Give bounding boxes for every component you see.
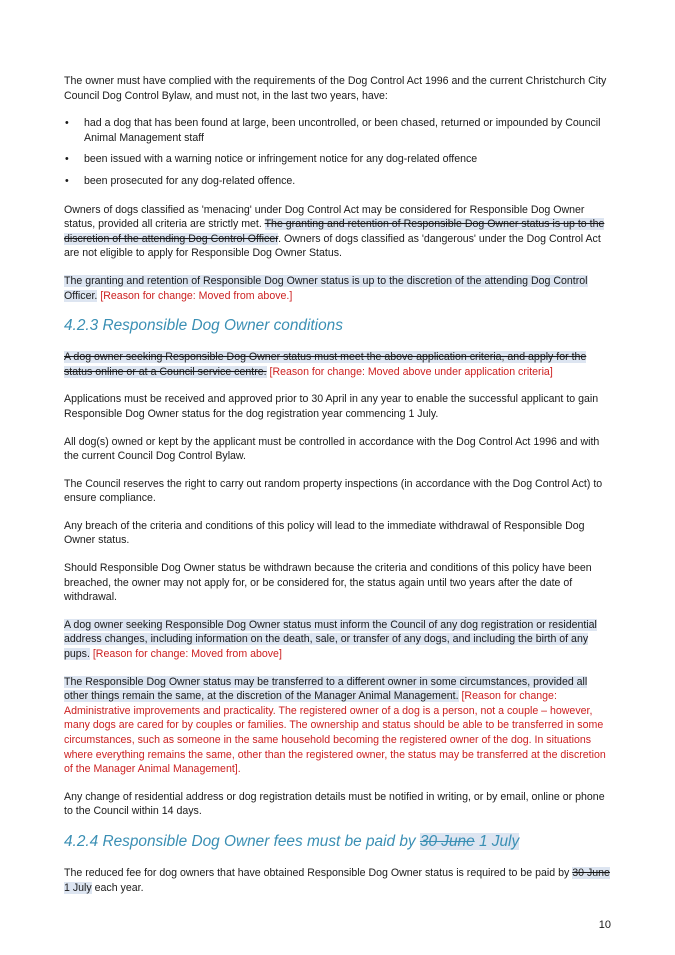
granting-paragraph [64,274,612,303]
list-item [64,152,612,167]
struck-text: 30 June [572,866,610,879]
controlled-paragraph: All dog(s) owned or kept by the applicant must be controlled in accordance with the Dog Control Act 1996 and with the current Council Dog Control Bylaw. [64,435,600,463]
transfer-paragraph [64,675,612,777]
document-page [64,74,612,908]
bullet-icon: • [65,153,69,166]
inform-paragraph [64,618,612,662]
breach-paragraph: Any breach of the criteria and conditions of this policy will lead to the immediate withdrawal of Responsible Dog Owner status. [64,519,585,547]
struck-text: 30 June [419,832,475,850]
inserted-text: A dog owner seeking Responsible Dog Owner status must inform the Council of any dog registration or residential address changes, including information on the death, sale, or transfer of any dogs, and including the birth of any pups. [64,618,597,661]
menacing-text-a: Owners of dogs classified as 'menacing' under Dog Control Act may be considered for Responsible Dog Owner status, provided all criteria are strictly met. [64,203,585,231]
change-paragraph: Any change of residential address or dog registration details must be notified in writing, or by email, online or phone to the Council within 14 days. [64,790,605,818]
list-item-text: been issued with a warning notice or infringement notice for any dog-related offence [84,153,478,166]
menacing-paragraph [64,203,612,261]
inserted-text: The Responsible Dog Owner status may be transferred to a different owner in some circumstances, provided all other things remain the same, at the discretion of the Manager Animal Management. [64,675,588,703]
reason-note: [Reason for change: Moved from above.] [97,289,293,302]
list-item-text: had a dog that has been found at large, been uncontrolled, or been chased, returned or impounded by Council Animal Management staff [84,117,601,144]
struck-text: The granting and retention of Responsible Dog Owner status is up to the discretion of the attending Dog Control Officer [64,218,605,245]
section-heading-4-2-3: 4.2.3 Responsible Dog Owner conditions [64,317,343,335]
bullet-icon: • [65,174,69,187]
reason-note: [Reason for change: Moved from above] [89,648,282,661]
list-item [64,116,612,145]
page-number: 10 [598,919,611,931]
struck-text: A dog owner seeking Responsible Dog Owner status must meet the above application criteria, and apply for the status online or at a Council service centre. [64,351,587,378]
fee-text-b: each year. [91,881,144,894]
inserted-text: 1 July [474,832,520,850]
section-heading-4-2-4 [64,832,612,852]
menacing-text-b: . Owners of dogs classified as 'dangerous' under the Dog Control Act are not eligible to apply for Responsible Dog Owner Status. [64,232,601,260]
heading-prefix: 4.2.4 Responsible Dog Owner fees must be paid by [64,832,420,850]
fee-text-a: The reduced fee for dog owners that have obtained Responsible Dog Owner status is required to be paid by [64,866,573,879]
inserted-text: The granting and retention of Responsible Dog Owner status is up to the discretion of the attending Dog Control Officer. [64,274,588,302]
fee-paragraph [64,866,612,895]
bullet-icon: • [65,117,69,130]
list-item-text: been prosecuted for any dog-related offence. [84,174,296,187]
list-item [64,174,612,189]
withdrawn-paragraph: Should Responsible Dog Owner status be withdrawn because the criteria and conditions of this policy have been breached, the owner may not apply for, or be considered for, the status again until two years after the date of withdrawal. [64,562,592,604]
intro-paragraph: The owner must have complied with the requirements of the Dog Control Act 1996 and the current Christchurch City Council Dog Control Bylaw, and must not, in the last two years, have: [64,75,607,102]
bullet-list [64,116,612,188]
applications-paragraph: Applications must be received and approved prior to 30 April in any year to enable the successful applicant to gain Responsible Dog Owner status for the dog registration year commencing 1 July. [64,393,599,420]
reason-note: [Reason for change: Moved above under application criteria] [266,365,553,378]
reason-note: [Reason for change: Administrative improvements and practicality. The registered owner of a dog is a person, not a couple – however, many dogs are cared for by couples or families. The ownership and status should be able to be transferred in some circumstances, such as someone in the same household becoming the registered owner of the dog. In situations where everything remains the same, other than the registered owner, the status may be transferred at the discretion of the Manager Animal Management]. [64,690,606,776]
seeking-struck-paragraph [64,350,612,379]
inspections-paragraph: The Council reserves the right to carry out random property inspections (in accordance with the Dog Control Act) to ensure compliance. [64,477,603,505]
inserted-text: 1 July [64,881,92,894]
